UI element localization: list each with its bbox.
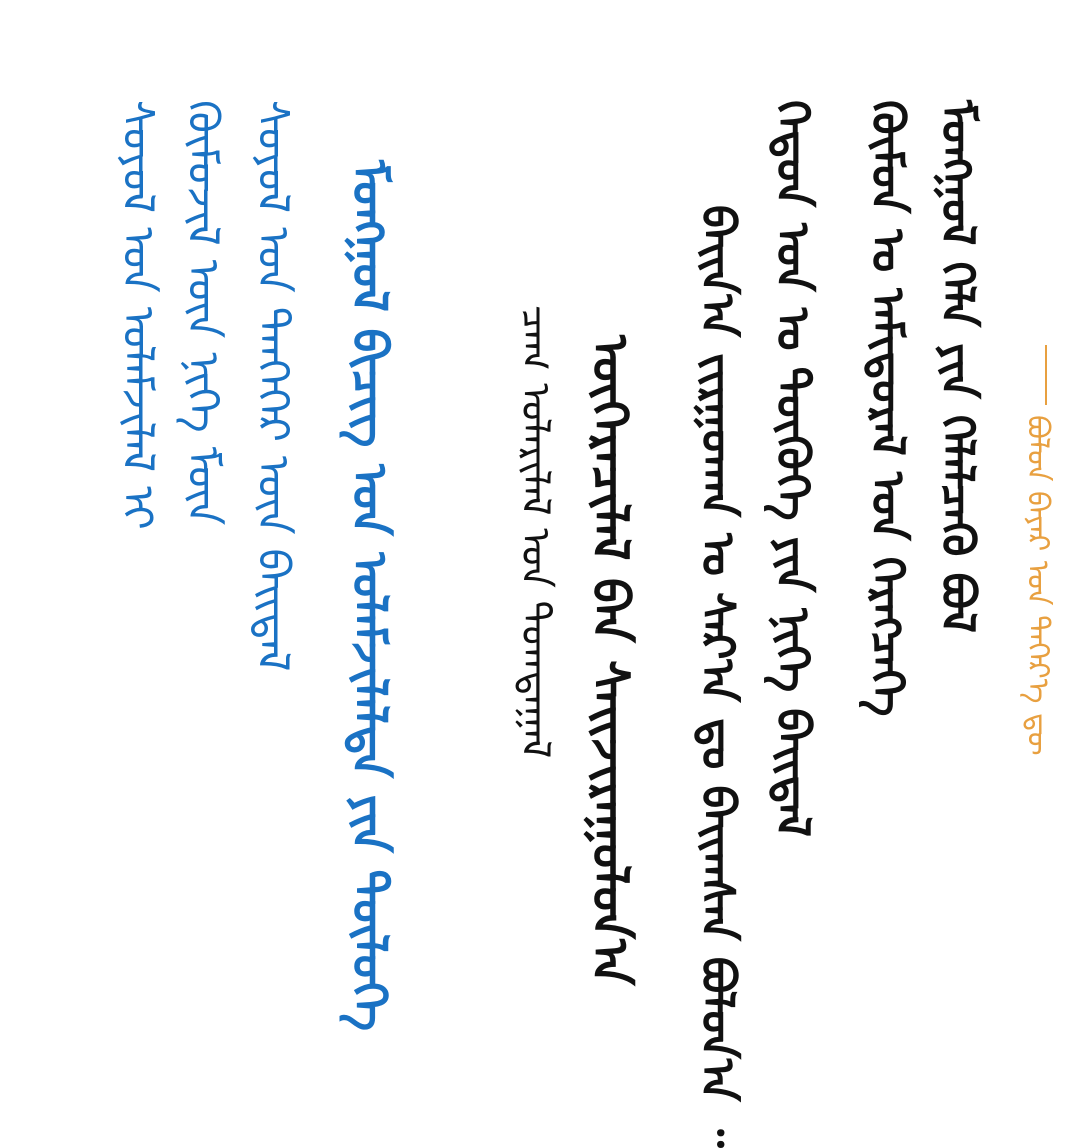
body-line-1: ᠮᠣᠩᠭᠣᠯ ᠬᠡᠯᠡ ᠶᠢᠨ ᠬᠡᠯᠡᠯᠴᠡᠬᠦ ᠪᠣᠯ <box>931 100 985 634</box>
bottom-line: ᠴᠠᠭ ᠤᠯᠠᠷᠢᠯᠠᠯ ᠤᠨ ᠲᠣᠭᠲᠠᠭᠠᠯ <box>512 305 558 759</box>
blue-line-3: ᠰᠣᠶᠣᠯ ᠤᠨ ᠤᠯᠠᠮᠵᠢᠯᠠᠯ ᠢ <box>112 100 163 530</box>
blue-title: ᠮᠣᠩᠭᠣᠯ ᠪᠢᠴᠢᠭ ᠤᠨ ᠤᠯᠠᠮᠵᠢᠯᠠᠯᠲᠠ ᠶᠢᠨ ᠲᠦᠯᠦᠭᠡ <box>341 160 397 1032</box>
body-line-3: ᠬᠡᠳᠦᠨ ᠣᠨ ᠤ ᠲᠦᠭᠦᠬᠡ ᠶᠢᠨ ᠨᠢᠭᠡ ᠪᠠᠢᠳᠠᠯ <box>766 100 820 837</box>
blue-line-2: ᠬᠦᠮᠦᠵᠢᠯ ᠦᠨ ᠨᠢᠭᠡ ᠮᠥᠨ <box>177 100 228 526</box>
bottom-line-bold: ᠦᠭᠡᠷᠡᠴᠢᠯᠡᠯ ᠪᠡᠨ ᠰᠠᠢᠵᠢᠷᠠᠭᠤᠯᠤᠨ᠎ᠠ <box>581 335 639 986</box>
heading-text: ᠪᠣᠯᠣᠨ ᠪᠠᠶᠠᠷ ᠤᠨ ᠳᠡᠭᠡᠷ᠎ᠡ ᠳᠦ <box>1020 415 1055 756</box>
body-line-4: ᠪᠠᠢᠨ᠎ᠠ ᠵᠢᠷᠭᠣᠬᠠᠨ ᠤ ᠰᠠᠷ᠎ᠠ ᠳᠤ ᠪᠠᠢᠭᠰᠠᠨ ᠪᠣᠯᠤᠨ᠎ᠠ ᠃ <box>691 205 745 1148</box>
body-line-2: ᠬᠦᠮᠦᠨ ᠤ ᠠᠮᠢᠳᠤᠷᠠᠯ ᠤᠨ ᠬᠡᠷᠡᠭᠴᠡᠭᠡ <box>861 100 915 717</box>
heading-dash <box>1045 345 1047 405</box>
blue-line-1: ᠰᠣᠶᠣᠯ ᠤᠨ ᠲᠡᠨᠭᠡᠭᠡᠷ ᠦᠨ ᠪᠠᠢᠳᠠᠯ <box>247 100 298 672</box>
